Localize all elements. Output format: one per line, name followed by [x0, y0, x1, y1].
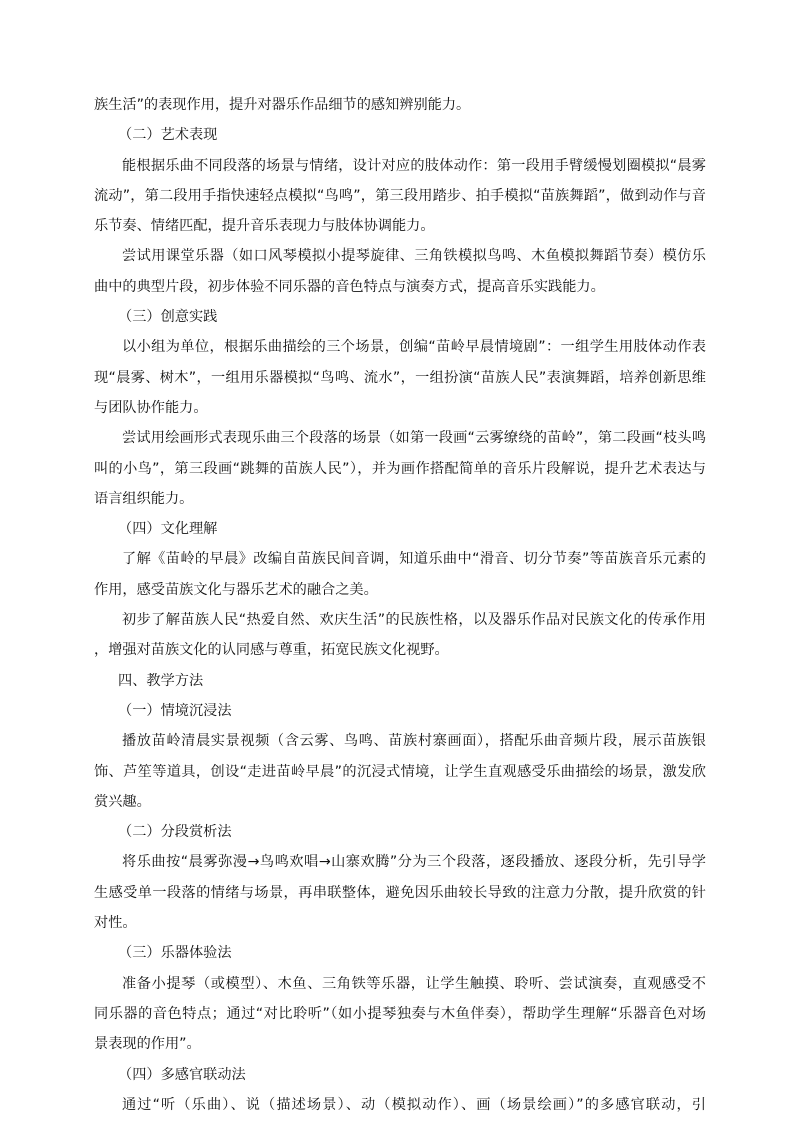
text-line: 景表现的作用”。 [94, 1036, 201, 1053]
text-line: 通过“听（乐曲）、说（描述场景）、动（模拟动作）、画（场景绘画）”的多感官联动，引 [122, 1096, 706, 1113]
text-line: 曲中的典型片段，初步体验不同乐器的音色特点与演奏方式，提高音乐实践能力。 [94, 278, 605, 295]
text-line: 同乐器的音色特点；通过“对比聆听”（如小提琴独奏与木鱼伴奏），帮助学生理解“乐器音色对场 [94, 1005, 706, 1022]
text-line: 将乐曲按“晨雾弥漫→鸟鸣欢唱→山寨欢腾”分为三个段落，逐段播放、逐段分析，先引导学 [122, 854, 706, 871]
text-line: 叫的小鸟”，第三段画“跳舞的苗族人民”），并为画作搭配简单的音乐片段解说，提升艺术表达与 [94, 460, 706, 477]
text-line: 语言组织能力。 [94, 490, 194, 507]
text-line: 生感受单一段落的情绪与场景，再串联整体，避免因乐曲较长导致的注意力分散，提升欣赏的针 [94, 884, 706, 901]
text-line: （二）分段赏析法 [118, 824, 232, 841]
text-line: 族生活”的表现作用，提升对器乐作品细节的感知辨别能力。 [94, 97, 471, 113]
text-line: 播放苗岭清晨实景视频（含云雾、鸟鸣、苗族村寨画面），搭配乐曲音频片段，展示苗族银 [122, 733, 706, 750]
text-line: 饰、芦笙等道具，创设“走进苗岭早晨”的沉浸式情境，让学生直观感受乐曲描绘的场景，激发欣 [94, 763, 706, 780]
text-line: ，增强对苗族文化的认同感与尊重，拓宽民族文化视野。 [94, 642, 449, 659]
text-line: （四）多感官联动法 [118, 1066, 246, 1083]
text-line: 了解《苗岭的早晨》改编自苗族民间音调，知道乐曲中“滑音、切分节奏”等苗族音乐元素的 [122, 551, 706, 568]
text-line: 对性。 [94, 915, 137, 932]
text-line: 以小组为单位，根据乐曲描绘的三个场景，创编“苗岭早晨情境剧”：一组学生用肢体动作表 [122, 339, 706, 356]
text-line: 乐节奏、情绪匹配，提升音乐表现力与肢体协调能力。 [94, 218, 435, 235]
text-line: （二）艺术表现 [118, 127, 218, 144]
text-line: 尝试用绘画形式表现乐曲三个段落的场景（如第一段画“云雾缭绕的苗岭”，第二段画“枝头鸣 [122, 430, 706, 447]
text-line: 初步了解苗族人民“热爱自然、欢庆生活”的民族性格，以及器乐作品对民族文化的传承作用 [122, 612, 706, 629]
text-line: 尝试用课堂乐器（如口风琴模拟小提琴旋律、三角铁模拟鸟鸣、木鱼模拟舞蹈节奏）模仿乐 [122, 248, 706, 265]
text-line: 赏兴趣。 [94, 793, 151, 810]
text-line: 作用，感受苗族文化与器乐艺术的融合之美。 [94, 581, 378, 598]
text-line: （三）乐器体验法 [118, 945, 232, 962]
text-line: （一）情境沉浸法 [118, 702, 232, 719]
text-line: 现“晨雾、树木”，一组用乐器模拟“鸟鸣、流水”，一组扮演“苗族人民”表演舞蹈，培养创新思维 [94, 369, 706, 386]
text-line: （四）文化理解 [118, 521, 218, 538]
text-line: 准备小提琴（或模型）、木鱼、三角铁等乐器，让学生触摸、聆听、尝试演奏，直观感受不 [122, 975, 706, 992]
text-line: 四、教学方法 [118, 672, 204, 689]
text-line: 与团队协作能力。 [94, 399, 208, 416]
text-line: 能根据乐曲不同段落的场景与情绪，设计对应的肢体动作：第一段用手臂缓慢划圈模拟“晨雾 [122, 157, 706, 174]
document-page [94, 90, 706, 1120]
text-line: 流动”，第二段用手指快速轻点模拟“鸟鸣”，第三段用踏步、拍手模拟“苗族舞蹈”，做到动作与音 [94, 187, 706, 204]
text-line: （三）创意实践 [118, 309, 218, 326]
